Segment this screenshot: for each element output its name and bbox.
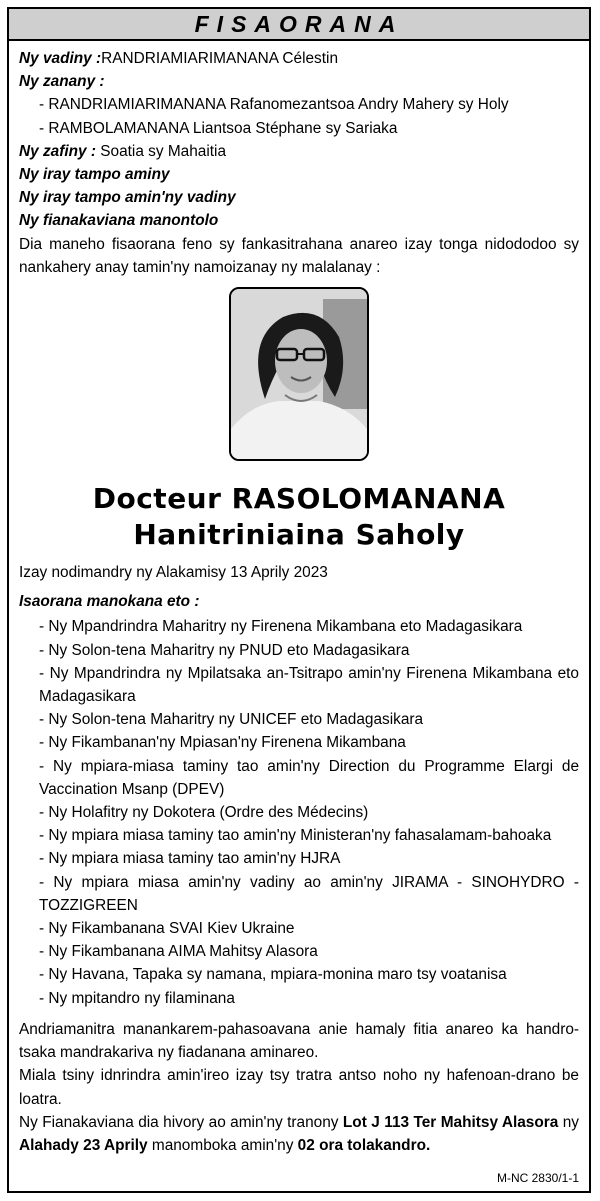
list-item: - Ny mpiara miasa amin'ny vadiny ao amin'ny JIRAMA - SINOHYDRO - TOZZIGREEN <box>39 873 579 914</box>
list-item: - Ny Havana, Tapaka sy namana, mpiara-monina maro tsy voatanisa <box>39 966 507 984</box>
list-item: - Ny mpiara miasa taminy tao amin'ny HJRA <box>39 850 341 868</box>
list-item: - Ny Solon-tena Maharitry ny PNUD eto Madagasikara <box>39 641 410 659</box>
list-item: - Ny Mpandrindra Maharitry ny Firenena Mikambana eto Madagasikara <box>39 618 523 636</box>
thanks-heading: Isaorana manokana eto : <box>19 593 200 611</box>
child-2: - RAMBOLAMANANA Liantsoa Stéphane sy Sariaka <box>39 119 398 137</box>
notice-frame <box>7 7 591 1193</box>
grandchildren-line <box>19 140 579 163</box>
portrait-icon <box>231 289 367 459</box>
in-laws-line: Ny iray tampo amin'ny vadiny <box>19 189 236 207</box>
husband-line <box>19 47 579 70</box>
whole-family-line: Ny fianakaviana manontolo <box>19 212 219 230</box>
portrait-wrap <box>19 287 579 461</box>
list-item: - Ny Fikambanana SVAI Kiev Ukraine <box>39 920 295 938</box>
children-label: Ny zanany : <box>19 73 105 91</box>
gathering-text-2: ny <box>558 1113 580 1131</box>
closing-apology: Miala tsiny idnrindra amin'ireo izay tsy tratra antso noho ny hafenoan-drano be loatra. <box>19 1067 579 1108</box>
husband-label: Ny vadiny : <box>19 50 102 67</box>
gathering-address: Lot J 113 Ter Mahitsy Alasora <box>342 1113 559 1131</box>
intro-text: Dia maneho fisaorana feno sy fankasitrahana anareo izay tonga nidododoo sy nankahery anay tamin'ny namoizanay ny malalanay : <box>19 235 579 276</box>
death-date: Izay nodimandry ny Alakamisy 13 Aprily 2023 <box>19 564 328 582</box>
siblings-line: Ny iray tampo aminy <box>19 166 170 184</box>
list-item: - Ny Fikambanana AIMA Mahitsy Alasora <box>39 943 318 961</box>
gathering-text-1: Ny Fianakaviana dia hivory ao amin'ny tranony <box>19 1113 343 1131</box>
list-item: - Ny mpitandro ny filaminana <box>39 989 235 1007</box>
grandchildren-names: Soatia sy Mahaitia <box>100 142 227 160</box>
notice-content <box>19 47 579 1157</box>
list-item: - Ny Mpandrindra ny Mpilatsaka an-Tsitrapo amin'ny Firenena Mikambana eto Madagasikara <box>39 664 579 706</box>
notice-title: FISAORANA <box>194 10 404 37</box>
list-item: - Ny Solon-tena Maharitry ny UNICEF eto Madagasikara <box>39 711 424 729</box>
grandchildren-label: Ny zafiny : <box>19 142 96 160</box>
portrait-photo <box>229 287 369 461</box>
gathering-text-3: manomboka amin'ny <box>147 1136 298 1154</box>
reference-code: M-NC 2830/1-1 <box>496 1171 579 1185</box>
deceased-name-line-2: Hanitriniaina Saholy <box>133 518 465 552</box>
child-1: - RANDRIAMIARIMANANA Rafanomezantsoa Andry Mahery sy Holy <box>39 96 509 114</box>
deceased-name-line-1: Docteur RASOLOMANANA <box>92 482 506 516</box>
gathering-time: 02 ora tolakandro. <box>297 1136 431 1154</box>
gathering-notice <box>19 1111 579 1157</box>
list-item: - Ny mpiara-miasa taminy tao amin'ny Direction du Programme Elargi de Vaccination Msanp (DPEV) <box>39 757 579 798</box>
gathering-date: Alahady 23 Aprily <box>19 1136 148 1154</box>
list-item: - Ny Holafitry ny Dokotera (Ordre des Médecins) <box>39 804 369 822</box>
husband-name: RANDRIAMIARIMANANA Célestin <box>101 50 339 67</box>
list-item: - Ny mpiara miasa taminy tao amin'ny Ministeran'ny fahasalamam-bahoaka <box>39 827 552 845</box>
notice-header <box>9 9 589 41</box>
closing-blessing: Andriamanitra manankarem-pahasoavana anie hamaly fitia anareo ka handro-tsaka mandrakariva ny fiadanana aminareo. <box>19 1020 579 1062</box>
thanks-list <box>19 615 579 1009</box>
list-item: - Ny Fikambanan'ny Mpiasan'ny Firenena Mikambana <box>39 734 406 752</box>
